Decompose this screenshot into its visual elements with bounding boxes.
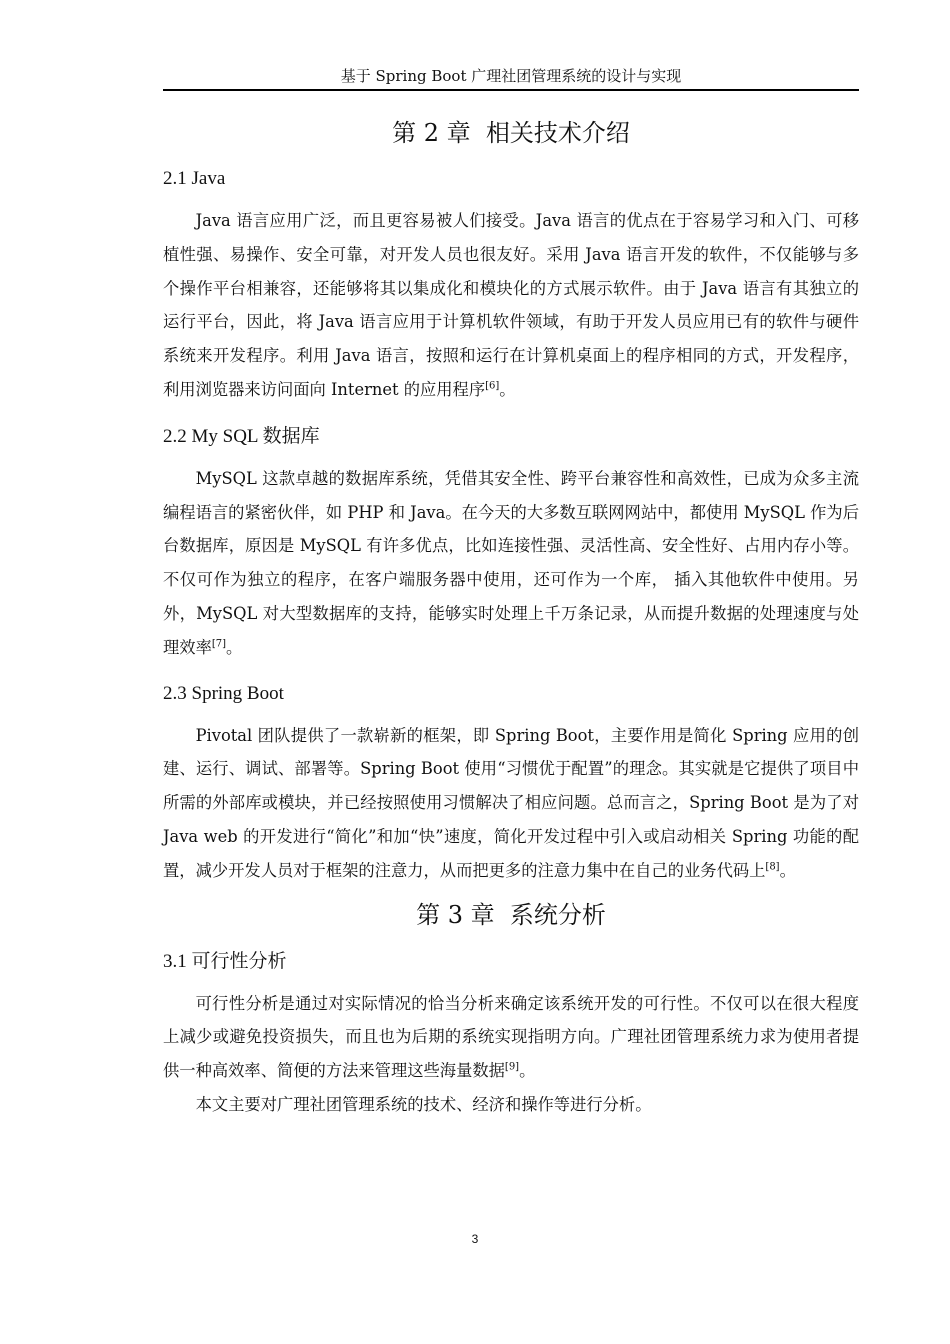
chapter-3-title: [163, 898, 859, 932]
section-3-1-heading-num: 3.1: [163, 950, 187, 972]
running-header: 基于 Spring Boot 广理社团管理系统的设计与实现: [340, 67, 682, 85]
header-rule: [163, 89, 859, 91]
section-2-2-text: MySQL 这款卓越的数据库系统，凭借其安全性、跨平台兼容性和高效性，已成为众多主流编程语言的紧密伙伴，如 PHP 和 Java。在今天的大多数互联网网站中，都使用 MySQL 作为后台数据库，原因是 MySQL 有许多优点，比如连接性强、灵活性高、安全性好、占用内存小等。不仅可作为独立的程序，在客户端服务器中使用，还可作为一个库， 插入其他软件中使用。另外，MySQL 对大型数据库的支持，能够实时处理上千万条记录，从而提升数据的处理速度与处理效率: [163, 468, 859, 657]
page-body: [163, 110, 859, 1122]
section-2-1-heading: 2.1 Java: [163, 168, 226, 189]
page-number: 3: [471, 1232, 479, 1246]
chapter-2-name: 相关技术介绍: [485, 119, 630, 147]
citation-6[interactable]: [6]: [485, 380, 500, 392]
citation-8[interactable]: [8]: [765, 861, 780, 873]
citation-7[interactable]: [7]: [211, 638, 227, 650]
section-2-3-paragraph: Pivotal 团队提供了一款崭新的框架，即 Spring Boot，主要作用是简化 Spring 应用的创建、运行、调试、部署等。Spring Boot 使用“习惯优于配置”的理念。其实就是它提供了项目中所需的外部库或模块，并已经按照使用习惯解决了相应问题。总而言之，Spring Boot 是为了对 Java web 的开发进行“简化”和加“快”速度，简化开发过程中引入或启动相关 Spring 功能的配置，减少开发人员对于框架的注意力，从而把更多的注意力集中在自己的业务代码上[8]。: [163, 725, 859, 880]
section-2-2-heading-num: 2.2 My SQL: [163, 425, 258, 447]
section-2-3-text: Pivotal 团队提供了一款崭新的框架，即 Spring Boot，主要作用是简化 Spring 应用的创建、运行、调试、部署等。Spring Boot 使用“习惯优于配置”的理念。其实就是它提供了项目中所需的外部库或模块，并已经按照使用习惯解决了相应问题。总而言之，Spring Boot 是为了对 Java web 的开发进行“简化”和加“快”速度，简化开发过程中引入或启动相关 Spring 功能的配置，减少开发人员对于框架的注意力，从而把更多的注意力集中在自己的业务代码上: [163, 725, 859, 880]
section-3-1-text: 可行性分析是通过对实际情况的恰当分析来确定该系统开发的可行性。不仅可以在很大程度上减少或避免投资损失，而且也为后期的系统实现指明方向。广理社团管理系统力求为使用者提供一种高效率、简便的方法来管理这些海量数据: [163, 993, 859, 1081]
chapter-2-title: [163, 116, 859, 150]
chapter-2-number: 第 2 章: [392, 119, 471, 147]
section-2-2-paragraph: MySQL 这款卓越的数据库系统，凭借其安全性、跨平台兼容性和高效性，已成为众多主流编程语言的紧密伙伴，如 PHP 和 Java。在今天的大多数互联网网站中，都使用 MySQL 作为后台数据库，原因是 MySQL 有许多优点，比如连接性强、灵活性高、安全性好、占用内存小等。不仅可作为独立的程序，在客户端服务器中使用，还可作为一个库， 插入其他软件中使用。另外，MySQL 对大型数据库的支持，能够实时处理上千万条记录，从而提升数据的处理速度与处理效率[7]。: [163, 468, 859, 657]
section-3-1-paragraph-2: 本文主要对广理社团管理系统的技术、经济和操作等进行分析。: [195, 1094, 652, 1114]
chapter-3-name: 系统分析: [509, 900, 606, 929]
section-2-3-heading: 2.3 Spring Boot: [163, 682, 284, 704]
section-3-1-heading: [163, 946, 859, 977]
section-2-2-heading: [163, 421, 859, 452]
citation-9[interactable]: [9]: [504, 1061, 520, 1073]
section-2-2-heading-cjk: 数据库: [262, 424, 320, 447]
section-2-1-text: Java 语言应用广泛，而且更容易被人们接受。Java 语言的优点在于容易学习和入门、可移植性强、易操作、安全可靠，对开发人员也很友好。采用 Java 语言开发的软件，不仅能够与多个操作平台相兼容，还能够将其以集成化和模块化的方式展示软件。由于 Java 语言有其独立的运行平台，因此，将 Java 语言应用于计算机软件领域，有助于开发人员应用已有的软件与硬件系统来开发程序。利用 Java 语言，按照和运行在计算机桌面上的程序相同的方式，开发程序，利用浏览器来访问面向 Internet 的应用程序: [163, 211, 859, 399]
chapter-3-number: 第 3 章: [416, 900, 495, 929]
section-3-1-heading-cjk: 可行性分析: [191, 949, 287, 972]
section-3-1-paragraph-1: 可行性分析是通过对实际情况的恰当分析来确定该系统开发的可行性。不仅可以在很大程度上减少或避免投资损失，而且也为后期的系统实现指明方向。广理社团管理系统力求为使用者提供一种高效率、简便的方法来管理这些海量数据[9]。: [163, 993, 859, 1081]
section-2-1-paragraph: Java 语言应用广泛，而且更容易被人们接受。Java 语言的优点在于容易学习和入门、可移植性强、易操作、安全可靠，对开发人员也很友好。采用 Java 语言开发的软件，不仅能够与多个操作平台相兼容，还能够将其以集成化和模块化的方式展示软件。由于 Java 语言有其独立的运行平台，因此，将 Java 语言应用于计算机软件领域，有助于开发人员应用已有的软件与硬件系统来开发程序。利用 Java 语言，按照和运行在计算机桌面上的程序相同的方式，开发程序，利用浏览器来访问面向 Internet 的应用程序[6]。: [163, 211, 859, 399]
